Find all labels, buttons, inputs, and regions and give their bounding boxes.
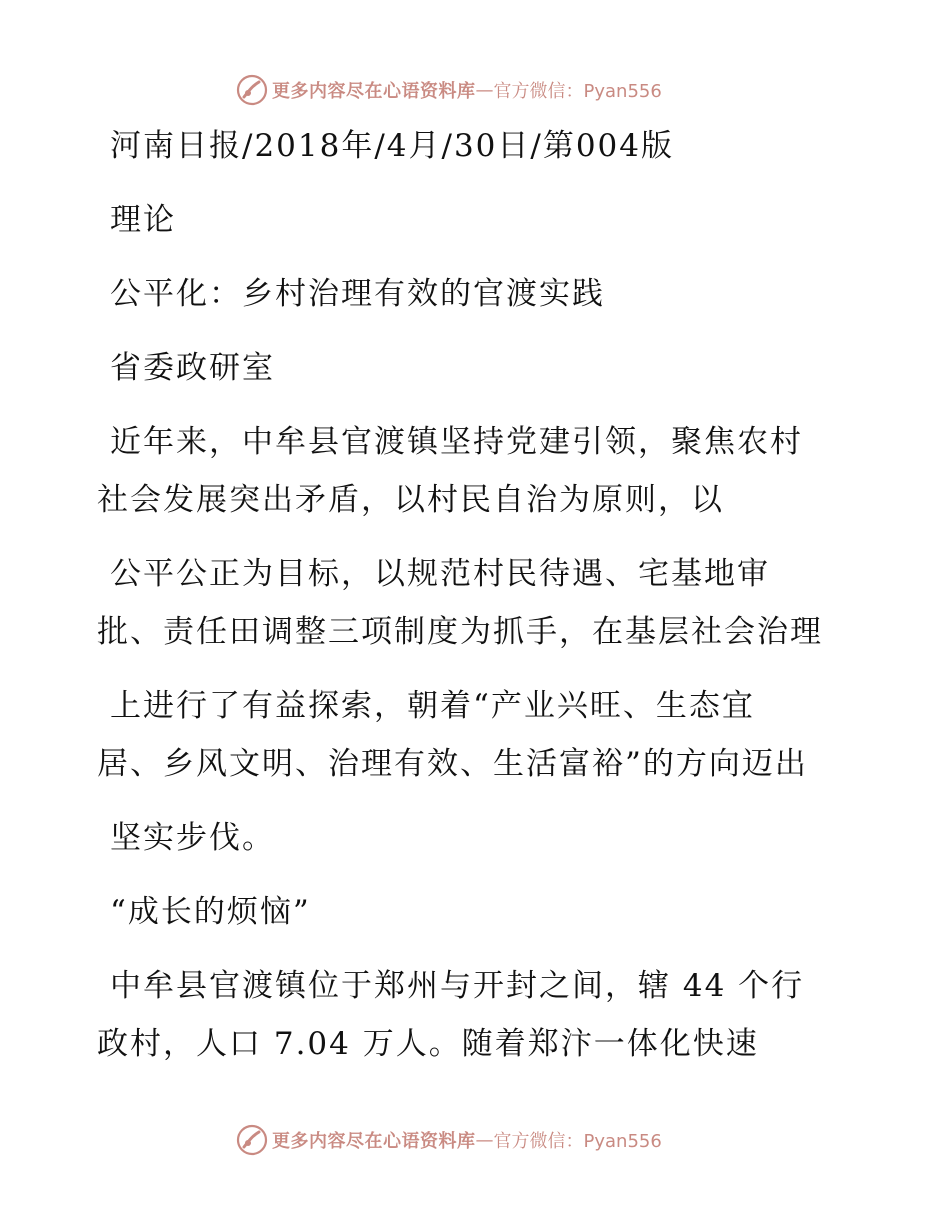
watermark-header (236, 73, 662, 107)
pen-logo-icon (236, 74, 268, 106)
watermark-dash: — (475, 1129, 494, 1151)
article-source: 河南日报/2018年/4月/30日/第004版 (110, 128, 675, 164)
subheading: “成长的烦恼” (110, 894, 311, 930)
body-line: 坚实步伐。 (110, 820, 275, 856)
body-line: 上进行了有益探索，朝着“产业兴旺、生态宜 (110, 688, 755, 724)
article-title: 公平化：乡村治理有效的官渡实践 (110, 276, 605, 312)
body-line: 近年来，中牟县官渡镇坚持党建引领，聚焦农村 (110, 424, 803, 460)
watermark-footer (236, 1123, 662, 1157)
watermark-text: 更多内容尽在心语资料库 (272, 81, 476, 102)
watermark-wechat: 官方微信：Pyan556 (493, 1131, 662, 1152)
watermark-dash: — (475, 79, 494, 101)
watermark-wechat: 官方微信：Pyan556 (493, 81, 662, 102)
article-section: 理论 (110, 202, 176, 238)
body-line: 社会发展突出矛盾，以村民自治为原则，以 (97, 482, 724, 518)
article-author: 省委政研室 (110, 350, 275, 386)
pen-logo-icon (236, 1124, 268, 1156)
body-line: 居、乡风文明、治理有效、生活富裕”的方向迈出 (97, 746, 808, 782)
body-line: 中牟县官渡镇位于郑州与开封之间，辖 44 个行 (110, 968, 805, 1004)
body-line: 公平公正为目标，以规范村民待遇、宅基地审 (110, 556, 770, 592)
body-line: 政村，人口 7.04 万人。随着郑汴一体化快速 (97, 1026, 759, 1062)
watermark-text: 更多内容尽在心语资料库 (272, 1131, 476, 1152)
body-line: 批、责任田调整三项制度为抓手，在基层社会治理 (97, 614, 823, 650)
